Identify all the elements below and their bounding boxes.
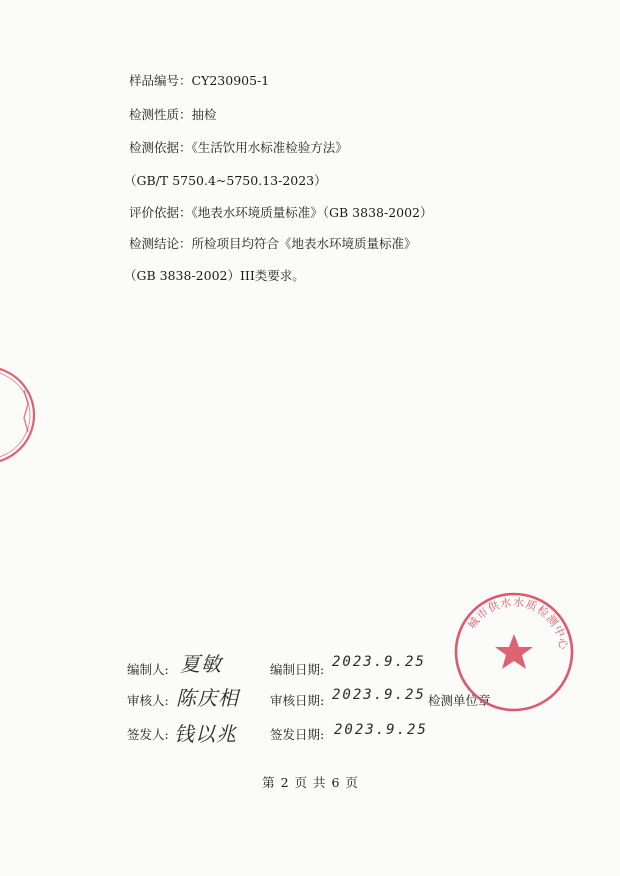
evaluation-basis-label: 评价依据： [129, 205, 192, 220]
official-seal-stamp [452, 590, 576, 714]
conclusion-label: 检测结论： [129, 236, 192, 251]
reviewer-label: 审核人: [127, 693, 169, 708]
compiler-label: 编制人: [127, 662, 169, 677]
test-basis-value: 《生活饮用水标准检验方法》 [191, 140, 348, 155]
sample-number-label: 样品编号： [129, 73, 192, 88]
test-nature-label: 检测性质： [129, 107, 192, 122]
test-basis-label: 检测依据： [129, 140, 192, 155]
test-basis-standard: （GB/T 5750.4~5750.13-2023） [124, 173, 327, 188]
test-basis-line [129, 140, 348, 156]
reviewer-row [127, 691, 169, 709]
test-nature-value: 抽检 [191, 107, 217, 122]
evaluation-basis-line [129, 205, 433, 221]
page-number: 第 2 页 共 6 页 [262, 775, 358, 790]
seal-arc-text: 城市供水水质检测中心 [465, 595, 571, 652]
conclusion-continuation: （GB 3838-2002）III类要求。 [124, 268, 305, 283]
issuer-signature: 钱以兆 [174, 722, 237, 746]
test-nature-line [129, 107, 217, 123]
issue-date-label: 签发日期: [270, 727, 325, 742]
partial-seal-left-edge [0, 360, 48, 470]
review-date-value: 2023.9.25 [332, 687, 426, 703]
compiler-signature: 夏敏 [180, 652, 222, 676]
sample-number-line [129, 73, 269, 89]
conclusion-line [129, 236, 417, 252]
issuer-label: 签发人: [127, 727, 169, 742]
reviewer-signature: 陈庆相 [176, 686, 239, 710]
evaluation-basis-value: 《地表水环境质量标准》（GB 3838-2002） [191, 205, 433, 220]
compiler-row [127, 660, 169, 678]
issuer-row [127, 725, 169, 743]
compile-date-label: 编制日期: [270, 662, 325, 677]
sample-number-value: CY230905-1 [191, 73, 270, 88]
compile-date-value: 2023.9.25 [332, 654, 426, 670]
unit-seal-label: 检测单位章 [428, 693, 491, 708]
issue-date-value: 2023.9.25 [334, 722, 428, 738]
conclusion-value: 所检项目均符合《地表水环境质量标准》 [191, 236, 417, 251]
review-date-label: 审核日期: [270, 693, 325, 708]
